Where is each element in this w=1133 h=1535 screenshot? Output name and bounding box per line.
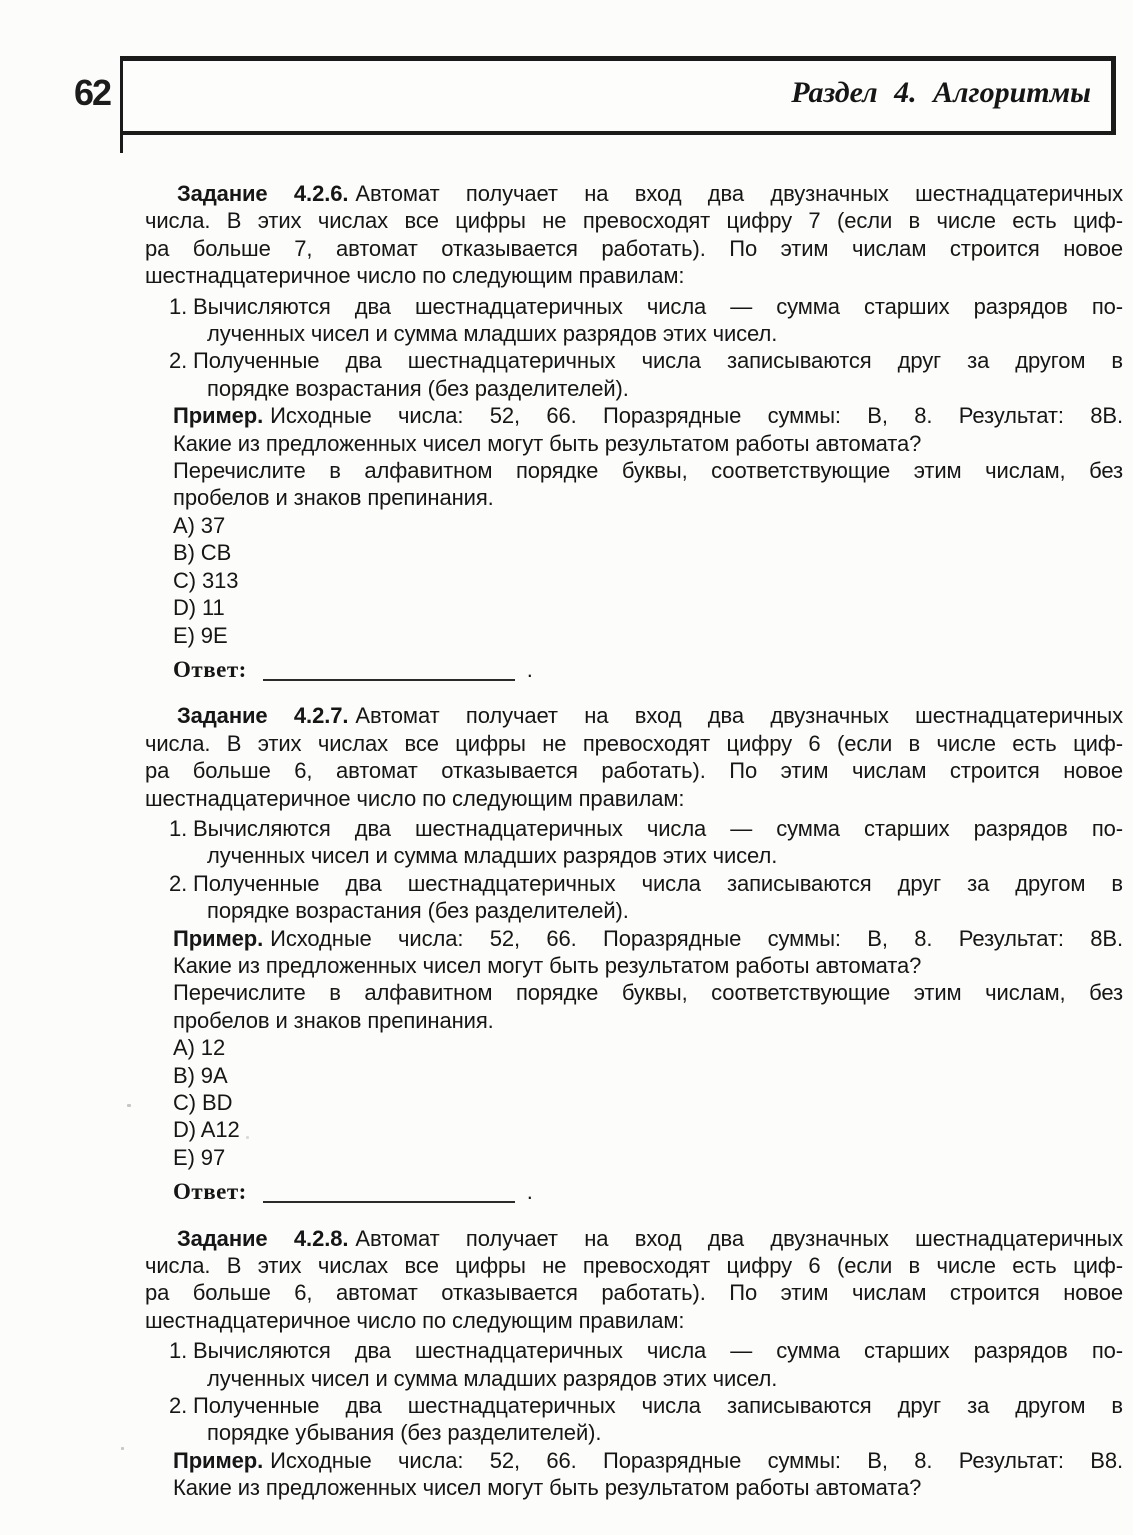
- example-text: Исходные числа: 52, 66. Поразрядные суммы: B, 8. Результат: B8.: [270, 1447, 1123, 1473]
- list-item: [145, 1337, 1123, 1392]
- list-item-line: порядке возрастания (без разделителей).: [207, 898, 629, 924]
- list-item-number: 2.: [169, 1393, 188, 1419]
- scan-speck: [127, 1104, 131, 1107]
- list-item-line: Полученные два шестнадцатеричных числа записываются друг за другом в: [193, 1393, 1123, 1419]
- example-line: пробелов и знаков препинания.: [173, 485, 494, 511]
- option-line: C) BD: [173, 1090, 233, 1115]
- scan-speck: [814, 1489, 821, 1491]
- option-line: E) 9E: [173, 622, 228, 648]
- rules-list: [145, 1337, 1123, 1447]
- task-4-2-8: [145, 1225, 1123, 1502]
- intro-line: ра больше 6, автомат отказывается работать). По этим числам строится новое: [145, 1280, 1123, 1306]
- example-block: [173, 402, 1123, 512]
- example-line: пробелов и знаков препинания.: [173, 1007, 494, 1033]
- example-line: [173, 402, 1123, 429]
- example-label: Пример.: [173, 403, 264, 429]
- options-list: [173, 1034, 1123, 1171]
- section-header-box: [120, 56, 1116, 135]
- task-intro-text: Автомат получает на вход два двузначных шестнадцатеричных: [355, 703, 1124, 729]
- list-item: [145, 293, 1123, 348]
- example-label: Пример.: [173, 1447, 264, 1473]
- page-content: [145, 180, 1123, 1502]
- list-item-line: Полученные два шестнадцатеричных числа записываются друг за другом в: [193, 870, 1123, 896]
- list-item-line: Вычисляются два шестнадцатеричных числа — сумма старших разрядов по-: [193, 815, 1123, 841]
- answer-blank: [263, 1201, 515, 1203]
- option-line: B) 9A: [173, 1062, 228, 1088]
- task-label: Задание 4.2.6.: [177, 181, 349, 206]
- list-item: [145, 347, 1123, 402]
- list-item: [145, 870, 1123, 925]
- list-item: [145, 1392, 1123, 1447]
- list-item: [145, 815, 1123, 870]
- intro-line: ра больше 7, автомат отказывается работать). По этим числам строится новое: [145, 235, 1123, 261]
- list-item-line: порядке возрастания (без разделителей).: [207, 375, 629, 401]
- header-box-tail: [120, 134, 123, 153]
- example-line: [173, 925, 1123, 952]
- example-block: [173, 925, 1123, 1035]
- list-item-number: 2.: [169, 870, 188, 896]
- task-4-2-7: [145, 702, 1123, 1205]
- list-item-line: Полученные два шестнадцатеричных числа записываются друг за другом в: [193, 348, 1123, 374]
- rules-list: [145, 815, 1123, 925]
- example-line: [173, 1447, 1123, 1474]
- intro-line: числа. В этих числах все цифры не превосходят цифру 6 (если в числе есть циф-: [145, 730, 1123, 756]
- option-line: B) CB: [173, 540, 232, 566]
- answer-label: Ответ:: [173, 656, 247, 682]
- list-item-number: 1.: [169, 1338, 188, 1364]
- task-label: Задание 4.2.7.: [177, 703, 349, 729]
- option-line: A) 37: [173, 512, 226, 538]
- example-line: Перечислите в алфавитном порядке буквы, соответствующие этим числам, без: [173, 458, 1123, 484]
- intro-line: числа. В этих числах все цифры не превосходят цифру 6 (если в числе есть циф-: [145, 1253, 1123, 1279]
- answer-label: Ответ:: [173, 1179, 247, 1205]
- list-item-number: 2.: [169, 348, 188, 374]
- list-item-line: лученных чисел и сумма младших разрядов этих чисел.: [207, 843, 778, 869]
- option-line: D) 11: [173, 595, 225, 621]
- list-item-line: лученных чисел и сумма младших разрядов этих чисел.: [207, 321, 778, 347]
- answer-blank: [263, 679, 515, 681]
- answer-row: [173, 656, 1123, 683]
- list-item-line: Вычисляются два шестнадцатеричных числа — сумма старших разрядов по-: [193, 293, 1123, 319]
- task-intro-text: Автомат получает на вход два двузначных шестнадцатеричных: [355, 1225, 1124, 1251]
- intro-line: шестнадцатеричное число по следующим правилам:: [145, 263, 685, 289]
- option-line: A) 12: [173, 1035, 226, 1061]
- answer-row: [173, 1178, 1123, 1205]
- task-title-line: [145, 702, 1123, 729]
- task-label: Задание 4.2.8.: [177, 1225, 349, 1251]
- intro-line: шестнадцатеричное число по следующим правилам:: [145, 1307, 685, 1333]
- example-line: Какие из предложенных чисел могут быть результатом работы автомата?: [173, 952, 922, 978]
- list-item-line: порядке убывания (без разделителей).: [207, 1420, 602, 1446]
- task-title-line: [145, 180, 1123, 207]
- list-item-number: 1.: [169, 293, 188, 319]
- page-number: 62: [74, 72, 111, 113]
- intro-line: шестнадцатеричное число по следующим правилам:: [145, 785, 685, 811]
- task-4-2-6: [145, 180, 1123, 683]
- list-item-line: Вычисляются два шестнадцатеричных числа — сумма старших разрядов по-: [193, 1338, 1123, 1364]
- task-title-line: [145, 1225, 1123, 1252]
- task-intro-text: Автомат получает на вход два двузначных шестнадцатеричных: [355, 181, 1124, 206]
- scan-speck: [121, 1447, 124, 1450]
- options-list: [173, 512, 1123, 649]
- list-item-line: лученных чисел и сумма младших разрядов этих чисел.: [207, 1365, 778, 1391]
- answer-period: .: [526, 1179, 533, 1205]
- rules-list: [145, 293, 1123, 403]
- section-title: Раздел 4. Алгоритмы: [791, 76, 1091, 109]
- example-line: Какие из предложенных чисел могут быть результатом работы автомата?: [173, 1475, 922, 1501]
- example-text: Исходные числа: 52, 66. Поразрядные суммы: B, 8. Результат: 8B.: [270, 403, 1123, 429]
- example-text: Исходные числа: 52, 66. Поразрядные суммы: B, 8. Результат: 8B.: [270, 925, 1123, 951]
- option-line: E) 97: [173, 1144, 226, 1170]
- option-line: C) 313: [173, 567, 239, 593]
- example-line: Какие из предложенных чисел могут быть результатом работы автомата?: [173, 430, 922, 456]
- example-label: Пример.: [173, 925, 264, 951]
- scan-speck: [246, 1136, 249, 1139]
- intro-line: числа. В этих числах все цифры не превосходят цифру 7 (если в числе есть циф-: [145, 208, 1123, 234]
- answer-period: .: [526, 656, 533, 682]
- example-block: [173, 1447, 1123, 1502]
- intro-line: ра больше 6, автомат отказывается работать). По этим числам строится новое: [145, 758, 1123, 784]
- option-line: D) A12: [173, 1117, 240, 1143]
- example-line: Перечислите в алфавитном порядке буквы, соответствующие этим числам, без: [173, 980, 1123, 1006]
- list-item-number: 1.: [169, 815, 188, 841]
